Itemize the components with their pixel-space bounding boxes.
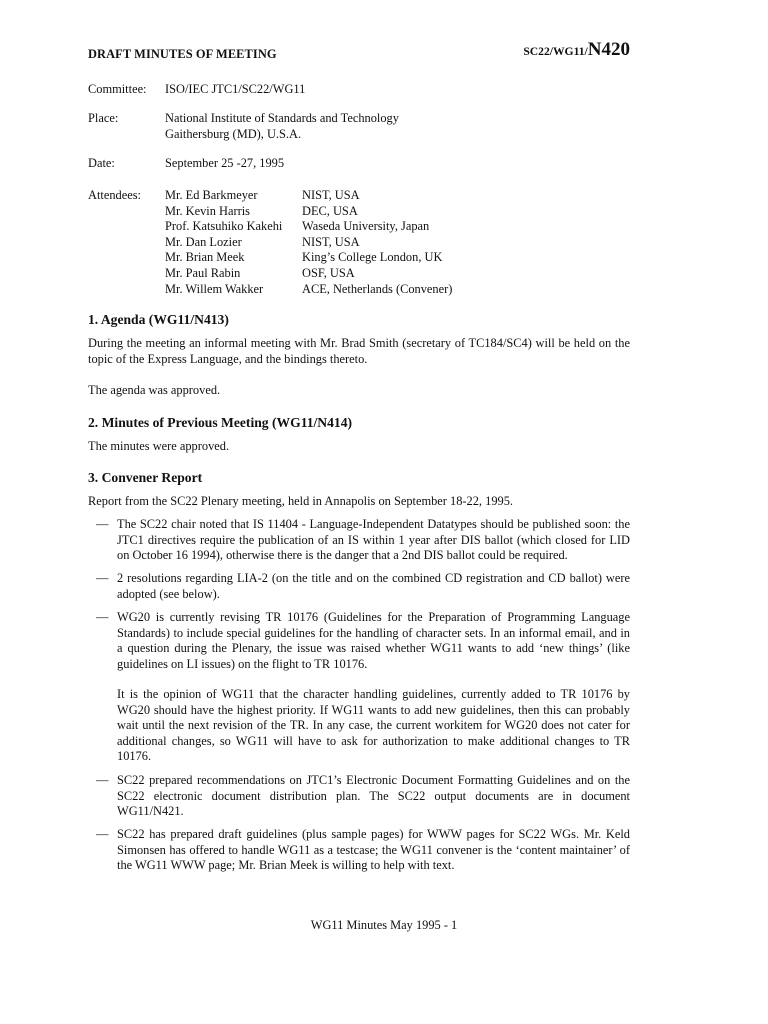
attendee-row [165,235,565,251]
attendee-org: King’s College London, UK [302,250,443,265]
document-reference-prefix: SC22/WG11/ [523,45,588,58]
place-label: Place: [88,111,119,125]
attendee-name: Mr. Willem Wakker [165,281,264,296]
attendee-name: Mr. Paul Rabin [165,265,241,280]
convener-report-item-text: WG20 is currently revising TR 10176 (Guidelines for the Preparation of Programming Language Standards) to include special guidelines for the handling of character sets. In an informal email, and in a question during the Plenary, the issue was raised whether WG11 wants to add ‘new things’ (like guidelines on LI issues) on the flight to TR 10176. [117,610,630,671]
attendee-name: Mr. Ed Barkmeyer [165,188,258,202]
document-number: N420 [587,39,630,60]
attendee-org: NIST, USA [302,188,360,202]
attendee-row [165,204,565,220]
convener-report-item [96,827,630,874]
attendee-row [165,266,565,282]
attendee-org: NIST, USA [302,234,360,249]
attendee-org: OSF, USA [302,265,355,280]
section-1-title: 1. Agenda (WG11/N413) [88,312,229,327]
attendees-label: Attendees: [88,188,141,202]
convener-report-item [96,517,630,564]
section-1-paragraph-1: During the meeting an informal meeting with Mr. Brad Smith (secretary of TC184/SC4) will be held on the topic of the Express Language, and the bindings thereto. [88,336,630,366]
dash-bullet: — [96,610,109,624]
section-1-paragraph-2: The agenda was approved. [88,383,221,397]
section-2-paragraph-1: The minutes were approved. [88,439,230,453]
section-3-title: 3. Convener Report [88,470,203,485]
attendee-name: Mr. Brian Meek [165,250,245,265]
convener-report-item-text: The SC22 chair noted that IS 11404 - Language-Independent Datatypes should be published soon: the JTC1 directives require the publication of an IS within 1 year after DIS ballot (which closed for LID on October 16 1994), otherwise there is the danger that a 2nd DIS ballot could be required. [117,517,630,563]
date-label: Date: [88,156,115,170]
document-title: DRAFT MINUTES OF MEETING [88,47,277,61]
convener-report-item-continuation [96,687,630,765]
attendee-org: ACE, Netherlands (Convener) [302,281,453,296]
dash-bullet: — [96,827,109,841]
place-line-1: National Institute of Standards and Technology [165,111,399,125]
committee-label: Committee: [88,82,147,96]
convener-report-item [96,773,630,820]
document-reference [523,39,630,60]
attendee-name: Mr. Kevin Harris [165,203,250,218]
section-3-intro: Report from the SC22 Plenary meeting, held in Annapolis on September 18-22, 1995. [88,494,514,508]
attendee-name: Mr. Dan Lozier [165,234,242,249]
dash-bullet: — [96,773,109,787]
convener-report-item-continuation-text: It is the opinion of WG11 that the character handling guidelines, currently added to TR 10176 by WG20 should have the highest priority. If WG11 wants to add new guidelines, then this can probably wait until the next revision of the TR. In any case, the current workitem for WG20 does not cater for additional changes, so WG11 will have to ask for authorization to make additional changes to TR 10176. [117,687,630,764]
committee-value: ISO/IEC JTC1/SC22/WG11 [165,82,306,96]
dash-bullet: — [96,517,109,531]
date-value: September 25 -27, 1995 [165,156,285,170]
document-header [88,39,630,66]
section-2-title: 2. Minutes of Previous Meeting (WG11/N414) [88,415,353,430]
dash-bullet: — [96,571,109,585]
convener-report-item [96,571,630,602]
attendee-row [165,282,565,298]
convener-report-item-text: SC22 prepared recommendations on JTC1’s Electronic Document Formatting Guidelines and on the SC22 electronic document distribution plan. The SC22 output documents are in document WG11/N421. [117,773,630,819]
attendee-org: DEC, USA [302,203,358,218]
page-footer: WG11 Minutes May 1995 - 1 [310,918,458,932]
attendee-row [165,250,565,266]
place-line-2: Gaithersburg (MD), U.S.A. [165,126,302,141]
attendees-list [165,188,565,297]
attendee-org: Waseda University, Japan [302,219,430,234]
convener-report-item [96,610,630,672]
convener-report-item-text: SC22 has prepared draft guidelines (plus sample pages) for WWW pages for SC22 WGs. Mr. Keld Simonsen has offered to handle WG11 as a testcase; the WG11 convener is the ‘content maintainer’ of the WG11 WWW page; Mr. Brian Meek is willing to help with text. [117,827,630,873]
attendee-name: Prof. Katsuhiko Kakehi [165,219,283,234]
attendee-row [165,188,565,204]
place-value [165,111,399,142]
attendee-row [165,219,565,235]
convener-report-item-text: 2 resolutions regarding LIA-2 (on the title and on the combined CD registration and CD ballot) were adopted (see below). [117,571,630,601]
